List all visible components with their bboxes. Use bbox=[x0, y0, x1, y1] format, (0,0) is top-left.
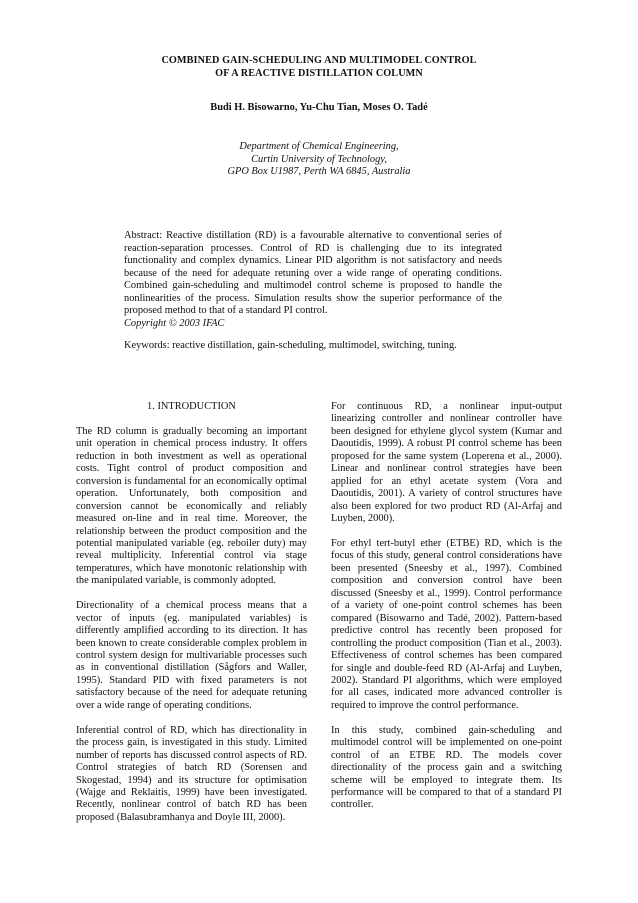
paragraph: Inferential control of RD, which has directionality in the process gain, is investigated in this study. Limited number of reports has discussed control aspects of RD. Control strategies of batch RD (Sorensen and Skogestad, 1994) and its structure for optimisation (Wajge and Reklaitis, 1999) have been investigated. Recently, nonlinear control of batch RD has been proposed (Balasubramhanya and Doyle III, 2000). bbox=[76, 724, 307, 823]
paragraph: The RD column is gradually becoming an important unit operation in chemical process industry. It offers reduction in both investment as well as operational costs. Tight control of product composition and conversion is fundamental for an economically optimal operation. Unfortunately, both composition and conversion cannot be economically and reliably measured on-line and in real time. Moreover, the relationship between the product composition and the potential manipulated variable (eg. reboiler duty) may reveal multiplicity. Inferential control via stage temperatures, which have monotonic relationship with the manipulated variable, is commonly adopted. bbox=[76, 425, 307, 587]
author-list: Budi H. Bisowarno, Yu-Chu Tian, Moses O. Tadé bbox=[210, 102, 428, 113]
paragraph: Directionality of a chemical process means that a vector of inputs (eg. manipulated variables) is differently amplified according to its direction. It has been known to create considerable complex problem in control system design for multivariable processes such as in conventional distillation (Sågfors and Waller, 1995). Standard PID with fixed parameters is not satisfactory because of the need for adequate retuning over a wide range of operating conditions. bbox=[76, 600, 307, 711]
affiliation-line-1: Department of Chemical Engineering, bbox=[239, 141, 399, 152]
paragraph: In this study, combined gain-scheduling and multimodel control will be implemented on one-point control of an ETBE RD. The models cover directionality of the process gain and a switching scheme will be employed to integrate them. Its performance will be compared to that of a standard PI controller. bbox=[331, 724, 562, 811]
paragraph: For ethyl tert-butyl ether (ETBE) RD, which is the focus of this study, general control considerations have been presented (Sneesby et al., 1997). Combined composition and conversion control have been discussed (Sneesby et al., 1999). Control performance of a variety of one-point control schemes has been compared (Bisowarno and Tadé, 2002). Pattern-based predictive control has recently been proposed for controlling the product composition (Tian et al., 2003). Effectiveness of control schemes has been compared for single and double-feed RD (Al-Arfaj and Luyben, 2002). Standard PI algorithms, which were employed for all cases, indicated more advanced controller is required to improve the control performance. bbox=[331, 537, 562, 711]
affiliation bbox=[0, 141, 638, 179]
paper-title bbox=[0, 54, 638, 80]
left-column bbox=[76, 401, 307, 824]
copyright-notice: Copyright © 2003 IFAC bbox=[124, 317, 225, 329]
right-column bbox=[331, 401, 562, 812]
affiliation-line-2: Curtin University of Technology, bbox=[251, 153, 387, 165]
section-heading-introduction: 1. INTRODUCTION bbox=[147, 401, 236, 412]
paragraph: For continuous RD, a nonlinear input-output linearizing controller and nonlinear controller have been designed for ethylene glycol system (Kumar and Daoutidis, 1999). A robust PI control scheme has been proposed for the same system (Loperena et al., 2000). Linear and nonlinear control strategies have been applied for an ethyl acetate system (Vora and Daoutidis, 2001). A variety of control structures have also been explored for two product RD (Al-Arfaj and Luyben, 2000). bbox=[331, 401, 562, 525]
paper-title-line-1: COMBINED GAIN-SCHEDULING AND MULTIMODEL CONTROL bbox=[161, 55, 477, 66]
abstract-text: Abstract: Reactive distillation (RD) is a favourable alternative to conventional series of reaction-separation processes. Control of RD is challenging due to its integrated functionality and complex dynamics. Linear PID algorithm is not satisfactory and needs because of the need for adequate retuning over a wide range of operating conditions. Combined gain-scheduling and multimodel control scheme is proposed to handle the nonlinearities of the process. Simulation results show the superior performance of the proposed method to that of a standard PI control. bbox=[124, 230, 502, 316]
keywords: Keywords: reactive distillation, gain-scheduling, multimodel, switching, tuning. bbox=[124, 340, 457, 351]
affiliation-line-3: GPO Box U1987, Perth WA 6845, Australia bbox=[227, 166, 411, 178]
paper-title-line-2: OF A REACTIVE DISTILLATION COLUMN bbox=[215, 68, 423, 79]
abstract bbox=[124, 230, 502, 330]
